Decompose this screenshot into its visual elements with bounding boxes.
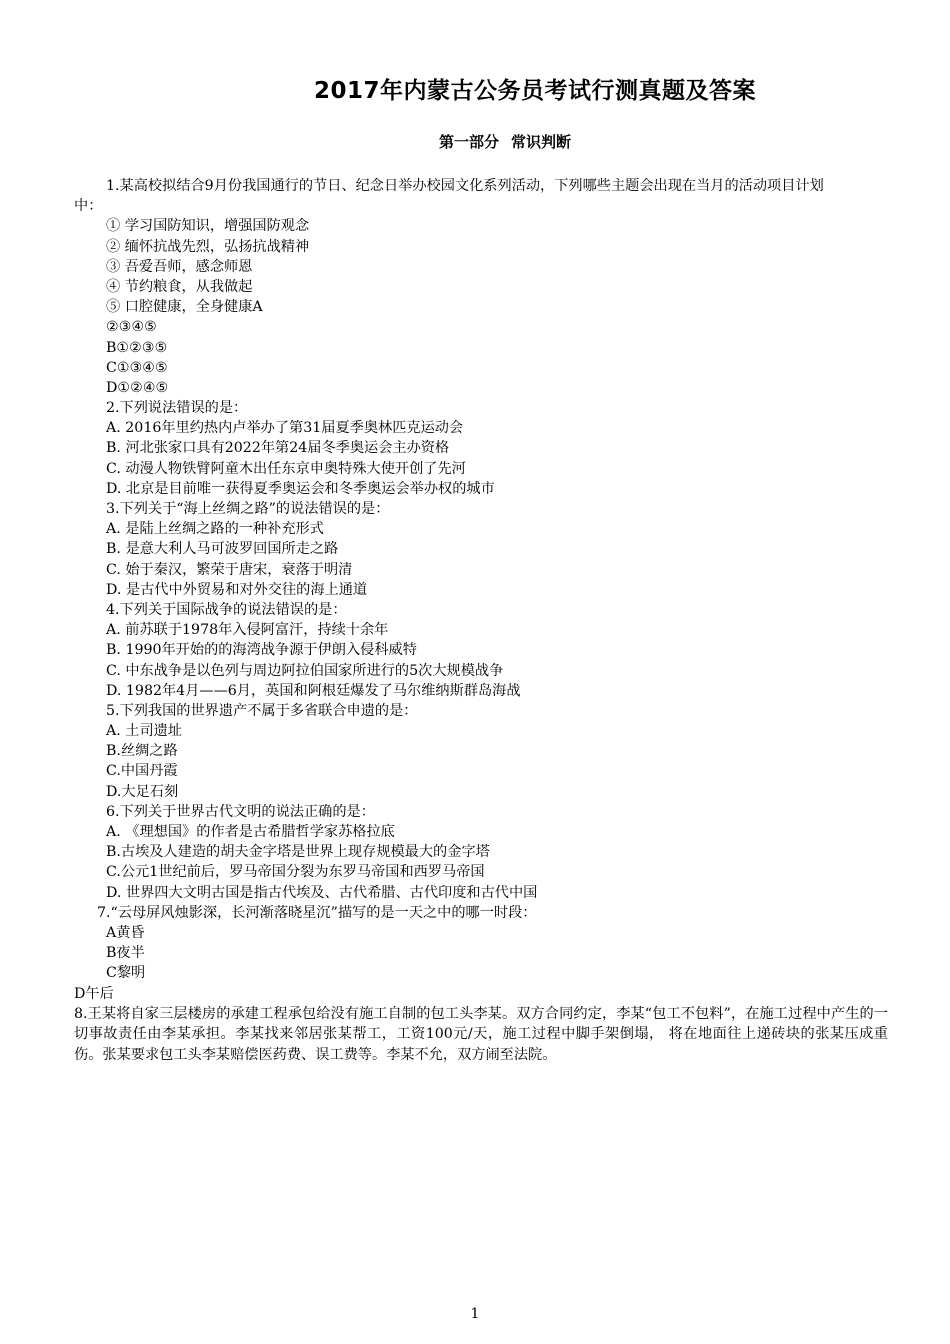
question-5-option: B.丝绸之路 xyxy=(106,743,178,760)
question-4-option: D. 1982年4月——6月，英国和阿根廷爆发了马尔维纳斯群岛海战 xyxy=(106,682,521,699)
question-1-option: ②③④⑤ xyxy=(106,319,157,336)
question-1-item: ④ 节约粮食，从我做起 xyxy=(106,278,253,295)
document-body xyxy=(74,176,888,1065)
question-3-option: B. 是意大利人马可波罗回国所走之路 xyxy=(106,541,339,558)
question-5-stem: 5.下列我国的世界遗产不属于多省联合申遗的是： xyxy=(106,702,418,719)
question-1-item: ① 学习国防知识，增强国防观念 xyxy=(106,218,310,235)
question-5-option: C.中国丹霞 xyxy=(106,763,178,780)
question-1-item: ⑤ 口腔健康，全身健康A xyxy=(106,299,263,316)
question-6-option: B.古埃及人建造的胡夫金字塔是世界上现存规模最大的金字塔 xyxy=(106,844,490,861)
question-5-option: D.大足石刻 xyxy=(106,783,179,800)
question-6-option: C.公元1世纪前后，罗马帝国分裂为东罗马帝国和西罗马帝国 xyxy=(106,864,485,881)
question-4-option: C. 中东战争是以色列与周边阿拉伯国家所进行的5次大规模战争 xyxy=(106,662,504,679)
question-7-option: B夜半 xyxy=(106,945,145,962)
document-title: 2017年内蒙古公务员考试行测真题及答案 xyxy=(313,78,756,104)
question-1-option: D①②④⑤ xyxy=(106,379,169,396)
question-1-item: ② 缅怀抗战先烈，弘扬抗战精神 xyxy=(106,238,310,255)
section-name: 常识判断 xyxy=(511,133,572,151)
question-1-option: C①③④⑤ xyxy=(106,359,168,376)
question-4-stem: 4.下列关于国际战争的说法错误的是： xyxy=(106,601,347,618)
question-4-option: A. 前苏联于1978年入侵阿富汗，持续十余年 xyxy=(106,622,389,639)
question-1-stem: 1.某高校拟结合9月份我国通行的节日、纪念日举办校园文化系列活动，下列哪些主题会出现在当月的活动项目计划 xyxy=(106,178,824,194)
question-3-stem: 3.下列关于“海上丝绸之路”的说法错误的是： xyxy=(106,501,390,517)
question-1-stem-cont: 中： xyxy=(74,198,103,215)
question-8-text: 8.王某将自家三层楼房的承建工程承包给没有施工自制的包工头李某。双方合同约定，李某“包工不包料”，在施工过程中产生的一切事故责任由李某承担。李某找来邻居张某帮工，工资100元/天，施工过程中脚手架倒塌， 将在地面往上递砖块的张某压成重伤。张某要求包工头李某赔偿医药费、误工费等。李某不允，双方闹至法院。 xyxy=(74,1005,888,1063)
question-3-option: C. 始于秦汉，繁荣于唐宋，衰落于明清 xyxy=(106,561,353,578)
section-heading xyxy=(0,131,950,152)
question-5-option: A. 土司遗址 xyxy=(106,723,183,740)
question-2-option: A. 2016年里约热内卢举办了第31届夏季奥林匹克运动会 xyxy=(106,420,464,437)
question-1-item: ③ 吾爱吾师，感念师恩 xyxy=(106,258,253,275)
question-2-stem: 2.下列说法错误的是： xyxy=(106,400,248,417)
question-2-option: B. 河北张家口具有2022年第24届冬季奥运会主办资格 xyxy=(106,440,450,457)
question-7-option: A黄昏 xyxy=(106,924,145,941)
question-7-option: D午后 xyxy=(74,985,114,1002)
question-1-option: B①②③⑤ xyxy=(106,339,168,356)
section-part: 第一部分 xyxy=(438,133,499,151)
question-3-option: A. 是陆上丝绸之路的一种补充形式 xyxy=(106,521,324,538)
question-6-option: A. 《理想国》的作者是古希腊哲学家苏格拉底 xyxy=(106,824,395,840)
question-7-option: C黎明 xyxy=(106,965,146,982)
question-4-option: B. 1990年开始的的海湾战争源于伊朗入侵科威特 xyxy=(106,642,417,659)
question-2-option: C. 动漫人物铁臂阿童木出任东京申奥特殊大使开创了先河 xyxy=(106,460,466,477)
question-3-option: D. 是古代中外贸易和对外交往的海上通道 xyxy=(106,581,368,598)
question-2-option: D. 北京是目前唯一获得夏季奥运会和冬季奥运会举办权的城市 xyxy=(106,480,495,497)
question-6-stem: 6.下列关于世界古代文明的说法正确的是： xyxy=(106,803,375,820)
question-7-stem: 7.“云母屏风烛影深，长河渐落晓星沉”描写的是一天之中的哪一时段： xyxy=(97,904,537,921)
question-6-option: D. 世界四大文明古国是指古代埃及、古代希腊、古代印度和古代中国 xyxy=(106,884,538,901)
page-number: 1 xyxy=(470,1306,480,1322)
